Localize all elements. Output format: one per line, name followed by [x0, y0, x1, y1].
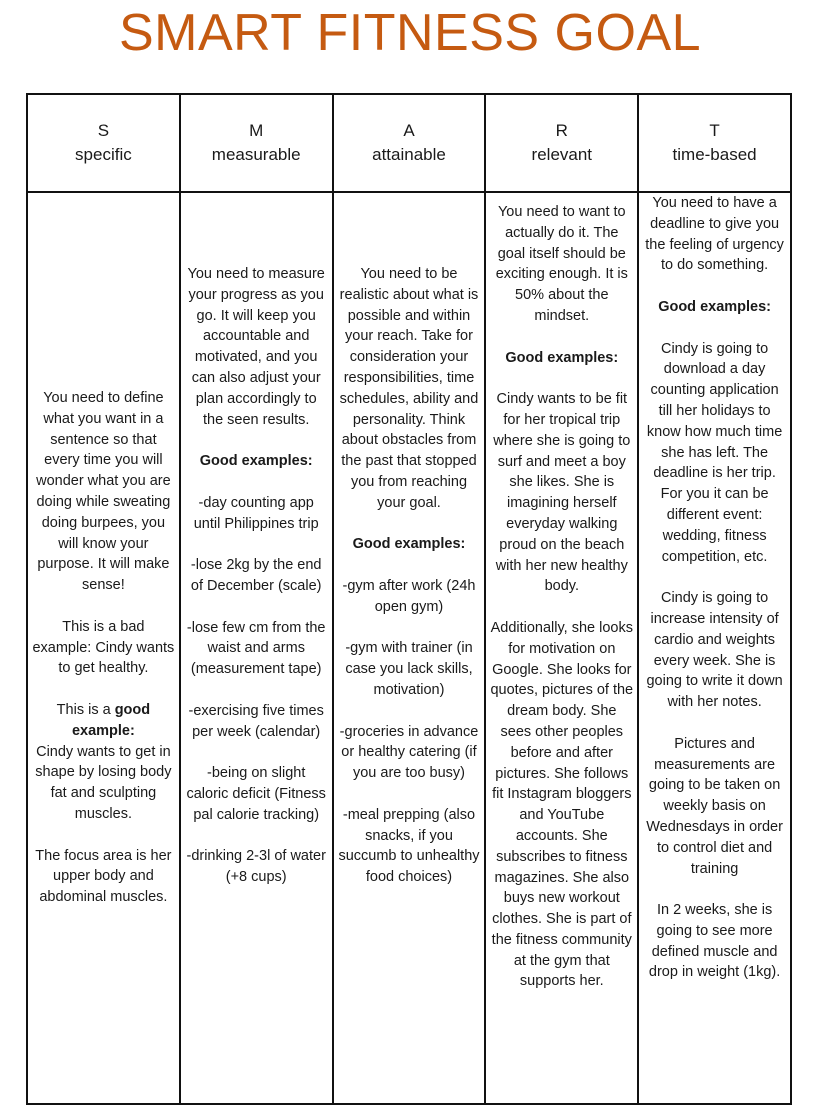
header-row	[27, 94, 791, 192]
measurable-good-examples-heading: Good examples:	[199, 453, 313, 470]
header-letter: A	[403, 121, 415, 140]
attainable-example: -meal prepping (also snacks, if you succumb to unhealthy food choices)	[338, 806, 480, 886]
measurable-example: -being on slight caloric deficit (Fitness pal calorie tracking)	[186, 765, 326, 823]
measurable-example: -exercising five times per week (calendar)	[188, 702, 324, 740]
specific-good-example	[32, 700, 175, 825]
header-word: attainable	[372, 145, 446, 164]
relevant-motivation: Additionally, she looks for motivation on Google. She looks for quotes, pictures of the dream body. She sees other peoples before and after pictures. She follows fit Instagram bloggers and YouTube accounts. She subscribes to fitness magazines. She also buys new workout clothes. She is part of the fitness community at the gym that supports her.	[490, 619, 634, 990]
cell-attainable	[333, 192, 486, 1104]
header-letter: T	[709, 121, 720, 140]
timebased-example: Pictures and measurements are going to be taken on weekly basis on Wednesdays in order to control diet and training	[646, 735, 783, 877]
attainable-example: -groceries in advance or healthy catering (if you are too busy)	[339, 723, 479, 782]
specific-focus-area: The focus area is her upper body and abdominal muscles.	[35, 847, 172, 906]
header-word: specific	[75, 145, 132, 164]
header-letter: R	[555, 121, 568, 140]
smart-goal-table	[26, 93, 792, 1105]
measurable-example: -lose few cm from the waist and arms (measurement tape)	[186, 619, 326, 678]
timebased-example: Cindy is going to download a day counting application till her holidays to know how much time she has left. The deadline is her trip. For you it can be different event: wedding, fitness competition, etc.	[646, 340, 783, 565]
specific-bad-example: This is a bad example: Cindy wants to get healthy.	[32, 618, 175, 677]
timebased-example: Cindy is going to increase intensity of cardio and weights every week. She is going to write it down with her notes.	[646, 590, 783, 711]
cell-time-based	[638, 192, 791, 1104]
good-example-text: Cindy wants to get in shape by losing body fat and sculpting muscles.	[35, 743, 172, 822]
header-word: relevant	[531, 145, 593, 164]
attainable-example: -gym after work (24h open gym)	[342, 577, 476, 615]
timebased-description: You need to have a deadline to give you the feeling of urgency to do something.	[645, 195, 784, 274]
measurable-description: You need to measure your progress as you go. It will keep you accountable and motivated, and you can also adjust your plan accordingly to the seen results.	[187, 266, 325, 428]
content-row	[27, 192, 791, 1104]
timebased-good-examples-heading: Good examples:	[658, 298, 771, 315]
header-attainable	[333, 94, 486, 192]
attainable-good-examples-heading: Good examples:	[352, 536, 466, 553]
header-letter: S	[97, 121, 110, 140]
header-relevant	[485, 94, 638, 192]
measurable-example: -lose 2kg by the end of December (scale)	[190, 557, 322, 594]
attainable-example: -gym with trainer (in case you lack skills, motivation)	[345, 640, 473, 698]
header-measurable	[180, 94, 333, 192]
relevant-good-examples-heading: Good examples:	[505, 349, 619, 366]
cell-specific	[27, 192, 180, 1104]
header-letter: M	[249, 121, 264, 140]
cell-measurable	[180, 192, 333, 1104]
header-word: time-based	[672, 145, 757, 164]
measurable-example: -day counting app until Philippines trip	[193, 494, 319, 532]
relevant-example: Cindy wants to be fit for her tropical trip where she is going to surf and meet a boy she likes. She is imagining herself everyday walking proud on the beach with her new healthy body.	[493, 391, 631, 595]
header-word: measurable	[211, 145, 301, 164]
cell-relevant	[485, 192, 638, 1104]
page-title: SMART FITNESS GOAL	[118, 4, 702, 62]
header-time-based	[638, 94, 791, 192]
good-example-label: good example:	[71, 701, 151, 739]
specific-description: You need to define what you want in a sentence so that every time you will wonder what you are doing while sweating doing burpees, you will know your purpose. It will make sense!	[36, 390, 171, 594]
timebased-example: In 2 weeks, she is going to see more defined muscle and drop in weight (1kg).	[648, 902, 781, 981]
measurable-example: -drinking 2-3l of water (+8 cups)	[186, 848, 326, 886]
attainable-description: You need to be realistic about what is possible and within your reach. Take for consideration your responsibilities, time schedules, ability and personality. Think about obstacles from the past that stopped you from reaching your goal.	[339, 266, 479, 511]
header-specific	[27, 94, 180, 192]
relevant-description: You need to want to actually do it. The goal itself should be exciting enough. It is 50% about the mindset.	[495, 204, 628, 324]
good-example-prefix: This is a	[56, 701, 115, 718]
